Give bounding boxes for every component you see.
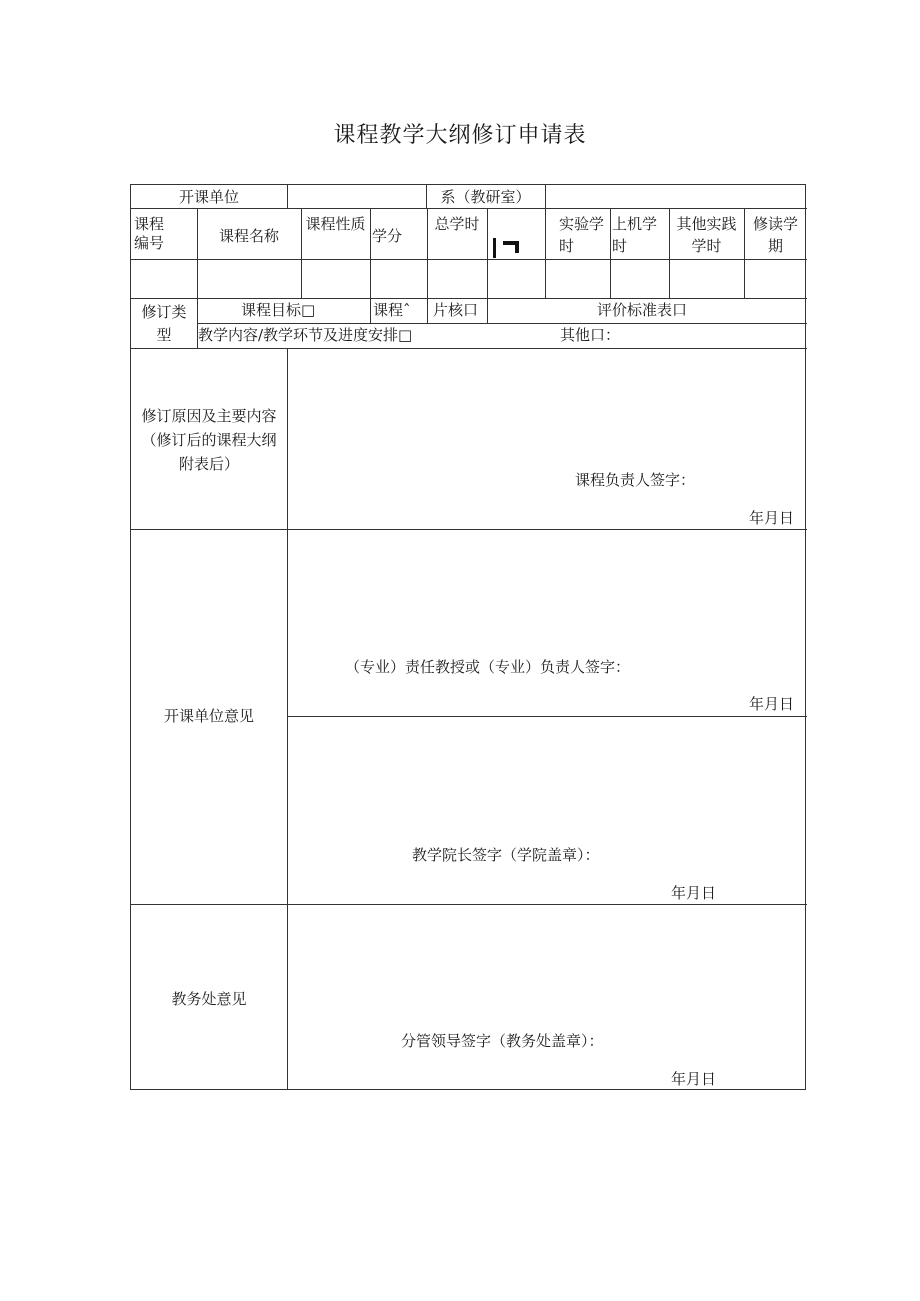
office-opinion-label: 教务处意见: [171, 990, 247, 1008]
dean-signature: 教学院长签字（学院盖章）：: [412, 846, 600, 864]
credit-header: 学分: [372, 227, 403, 245]
unit-opinion-date-2: 年月日: [670, 884, 716, 902]
total-hours-header: 总学时: [434, 215, 480, 233]
page-title: 课程教学大纲修订申请表: [333, 123, 587, 148]
study-term-header: 修读学 期: [752, 215, 798, 255]
unit-opinion-label: 开课单位意见: [163, 707, 254, 725]
scan-mark-hook-tail: [515, 241, 519, 253]
unit-opinion-date-1: 年月日: [748, 695, 794, 713]
department-label: 系（教研室）: [440, 188, 531, 206]
course-code-header: 课程 编号: [134, 215, 165, 252]
experiment-hours-header: 实验学 时: [559, 215, 605, 255]
practice-hours-header: 其他实践 学时: [676, 215, 737, 255]
option-other[interactable]: 其他口：: [560, 326, 621, 344]
revision-type-label: 修订类 型: [141, 303, 187, 344]
office-opinion-date: 年月日: [670, 1070, 716, 1088]
revision-reason-label: 修订原因及主要内容 （修订后的课程大纲 附表后）: [141, 407, 277, 473]
option-course[interactable]: 课程ˆ: [373, 301, 411, 319]
scan-mark-bar: [493, 238, 496, 258]
office-leader-signature: 分管领导签字（教务处盖章）：: [401, 1032, 604, 1050]
course-leader-signature: 课程负责人签字：: [575, 471, 696, 489]
option-course-goal[interactable]: 课程目标□: [241, 301, 316, 319]
option-assessment[interactable]: 片核口: [433, 301, 479, 319]
option-teaching-content[interactable]: 教学内容/教学环节及进度安排□: [198, 326, 413, 344]
unit-label: 开课单位: [178, 188, 239, 206]
machine-hours-header: 上机学 时: [612, 215, 658, 255]
course-nature-header: 课程性质: [305, 215, 366, 233]
application-form: [130, 184, 806, 1090]
professor-signature: （专业）责任教授或（专业）负责人签字：: [345, 658, 631, 676]
option-evaluation-standard[interactable]: 评价标准表口: [597, 301, 688, 319]
reason-date: 年月日: [748, 509, 794, 527]
course-name-header: 课程名称: [218, 227, 279, 245]
